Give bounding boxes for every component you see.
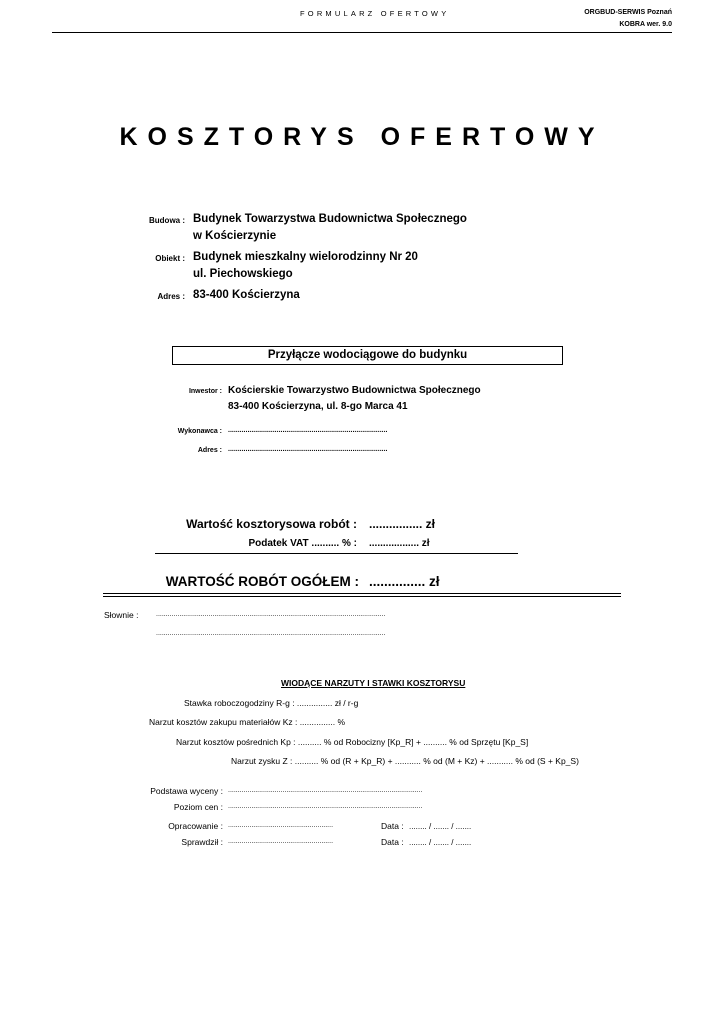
- total-value: ............... zł: [369, 574, 440, 589]
- podstawa-value: ....................................................................................................: [228, 787, 423, 794]
- header-divider: [52, 32, 672, 33]
- obiekt-line-2: ul. Piechowskiego: [193, 268, 293, 280]
- document-title: KOSZTORYS OFERTOWY: [119, 123, 605, 151]
- rate-kz: Narzut kosztów zakupu materiałów Kz : ............... %: [149, 717, 346, 727]
- inwestor-line-2: 83-400 Kościerzyna, ul. 8-go Marca 41: [228, 401, 408, 412]
- data-value-1: ........ / ....... / .......: [409, 822, 472, 831]
- total-label: WARTOŚĆ ROBÓT OGÓŁEM :: [165, 574, 359, 589]
- data-label-2: Data :: [381, 837, 404, 847]
- adres-label: Adres :: [157, 292, 185, 301]
- form-type-label: FORMULARZ OFERTOWY: [300, 9, 450, 18]
- inwestor-line-1: Kościerskie Towarzystwo Budownictwa Społecznego: [228, 385, 481, 396]
- rates-heading: WIODĄCE NARZUTY I STAWKI KOSZTORYSU: [281, 678, 466, 688]
- vat-label: Podatek VAT .......... % :: [248, 538, 357, 549]
- wykonawca-adres-value: ..................................................................................: [228, 446, 388, 453]
- header-right: [584, 7, 672, 31]
- scope-box: Przyłącze wodociągowe do budynku: [172, 346, 563, 365]
- total-divider-2: [103, 596, 621, 597]
- adres-value: 83-400 Kościerzyna: [193, 289, 300, 301]
- slownie-label: Słownie :: [104, 610, 139, 620]
- total-divider-1: [103, 593, 621, 594]
- rate-z: Narzut zysku Z : .......... % od (R + Kp_R) + ........... % od (M + Kz) + ........... % od (S + Kp_S): [231, 756, 579, 766]
- podstawa-label: Podstawa wyceny :: [150, 786, 223, 796]
- data-label-1: Data :: [381, 821, 404, 831]
- sprawdzil-value: ......................................................: [228, 838, 334, 845]
- budowa-line-1: Budynek Towarzystwa Budownictwa Społecznego: [193, 213, 467, 225]
- wykonawca-value: ..................................................................................: [228, 427, 388, 434]
- software-version: KOBRA wer. 9.0: [619, 21, 672, 28]
- inwestor-value: [228, 383, 481, 415]
- poziom-value: ....................................................................................................: [228, 803, 423, 810]
- obiekt-label: Obiekt :: [155, 254, 185, 263]
- vat-divider: [155, 553, 518, 554]
- budowa-label: Budowa :: [149, 216, 185, 225]
- opracowanie-label: Opracowanie :: [168, 821, 223, 831]
- budowa-value: [193, 211, 467, 245]
- wykonawca-label: Wykonawca :: [177, 428, 222, 435]
- rate-rg: Stawka roboczogodziny R-g : ............... zł / r-g: [184, 698, 359, 708]
- rate-kp: Narzut kosztów pośrednich Kp : .......... % od Robocizny [Kp_R] + .......... % od Sprzętu [Kp_S]: [176, 737, 529, 747]
- obiekt-line-1: Budynek mieszkalny wielorodzinny Nr 20: [193, 251, 418, 263]
- sprawdzil-label: Sprawdził :: [181, 837, 223, 847]
- company-name: ORGBUD-SERWIS Poznań: [584, 9, 672, 16]
- budowa-line-2: w Kościerzynie: [193, 230, 277, 242]
- slownie-line-2: ......................................................................................................................: [156, 630, 386, 637]
- wartosc-label: Wartość kosztorysowa robót :: [186, 517, 357, 531]
- inwestor-label: Inwestor :: [188, 388, 222, 395]
- poziom-label: Poziom cen :: [173, 802, 223, 812]
- obiekt-value: [193, 249, 418, 283]
- wartosc-value: ................ zł: [369, 517, 436, 531]
- vat-value: .................. zł: [369, 538, 430, 549]
- data-value-2: ........ / ....... / .......: [409, 838, 472, 847]
- opracowanie-value: ......................................................: [228, 822, 334, 829]
- wykonawca-adres-label: Adres :: [197, 447, 222, 454]
- slownie-line-1: ......................................................................................................................: [156, 611, 386, 618]
